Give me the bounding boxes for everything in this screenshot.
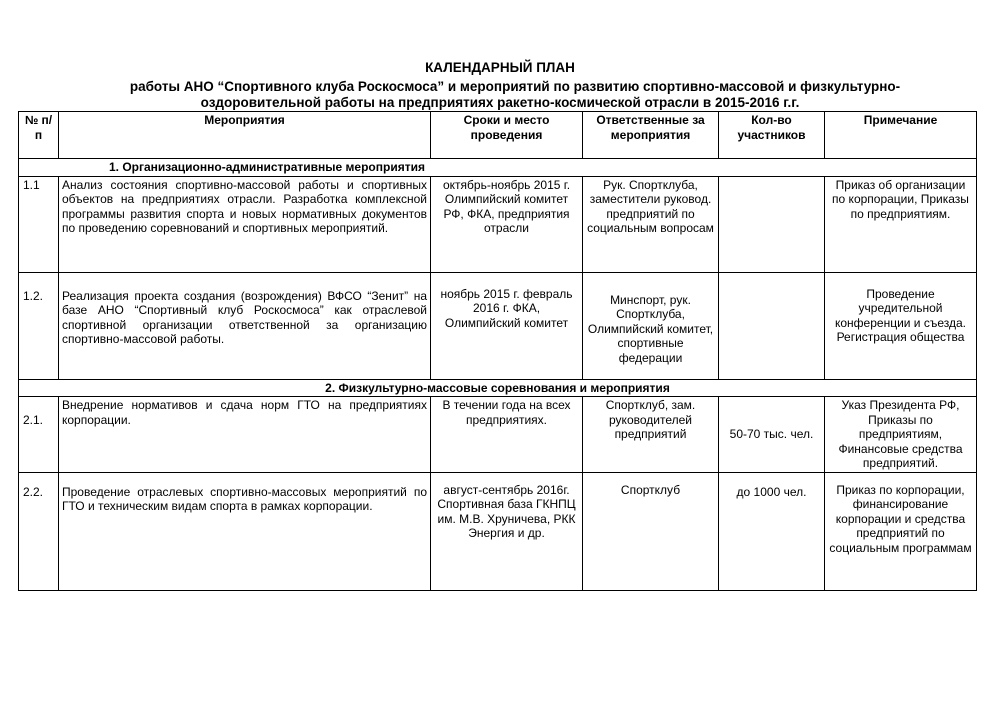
document-subtitle-line-1: работы АНО “Спортивного клуба Роскосмоса” и мероприятий по развитию спортивно-массовой и физкультурно- xyxy=(129,79,901,94)
header-note: Примечание xyxy=(825,112,977,159)
row-count xyxy=(719,272,825,379)
calendar-plan-table xyxy=(18,111,977,591)
header-row xyxy=(19,112,977,159)
row-event: Реализация проекта создания (возрождения) ВФСО “Зенит” на базе АНО “Спортивный клуб Роскосмоса” как отраслевой спортивной организации ответственной за организацию спортивно-массовой работы. xyxy=(59,272,431,379)
section-title: 2. Физкультурно-массовые соревнования и мероприятия xyxy=(19,379,977,397)
table-row xyxy=(19,472,977,590)
header-event: Мероприятия xyxy=(59,112,431,159)
row-num: 1.1 xyxy=(19,176,59,272)
section-title: 1. Организационно-административные мероприятия xyxy=(19,159,977,177)
header-responsible: Ответственные за мероприятия xyxy=(583,112,719,159)
row-dates: В течении года на всех предприятиях. xyxy=(431,397,583,473)
header-num: № п/п xyxy=(19,112,59,159)
header-dates: Сроки и место проведения xyxy=(431,112,583,159)
row-count xyxy=(719,176,825,272)
row-note: Указ Президента РФ, Приказы по предприятиям, Финансовые средства предприятий. xyxy=(825,397,977,473)
row-num: 1.2. xyxy=(19,272,59,379)
row-responsible: Рук. Спортклуба, заместители руковод. предприятий по социальным вопросам xyxy=(583,176,719,272)
table-row xyxy=(19,397,977,473)
table-row xyxy=(19,272,977,379)
row-num: 2.2. xyxy=(19,472,59,590)
header-count: Кол-во участников xyxy=(719,112,825,159)
row-dates: август-сентябрь 2016г. Спортивная база ГКНПЦ им. М.В. Хруничева, РКК Энергия и др. xyxy=(431,472,583,590)
row-note: Приказ об организации по корпорации, Приказы по предприятиям. xyxy=(825,176,977,272)
row-event: Анализ состояния спортивно-массовой работы и спортивных объектов на предприятиях отрасли. Разработка комплексной программы развития спорта и новых нормативных документов по проведению соревнований и спортивных мероприятий. xyxy=(59,176,431,272)
row-count: до 1000 чел. xyxy=(719,472,825,590)
row-dates: ноябрь 2015 г. февраль 2016 г. ФКА, Олимпийский комитет xyxy=(431,272,583,379)
row-responsible: Спортклуб xyxy=(583,472,719,590)
row-responsible: Минспорт, рук. Спортклуба, Олимпийский комитет, спортивные федерации xyxy=(583,272,719,379)
table-row xyxy=(19,176,977,272)
row-dates: октябрь-ноябрь 2015 г. Олимпийский комитет РФ, ФКА, предприятия отрасли xyxy=(431,176,583,272)
row-event: Проведение отраслевых спортивно-массовых мероприятий по ГТО и техническим видам спорта в рамках корпорации. xyxy=(59,472,431,590)
section-row xyxy=(19,379,977,397)
row-note: Приказ по корпорации, финансирование корпорации и средства предприятий по социальным программам xyxy=(825,472,977,590)
document-title: КАЛЕНДАРНЫЙ ПЛАН xyxy=(425,60,575,75)
row-note: Проведение учредительной конференции и съезда. Регистрация общества xyxy=(825,272,977,379)
row-num: 2.1. xyxy=(19,397,59,473)
document-subtitle-line-2: оздоровительной работы на предприятиях ракетно-космической отрасли в 2015-2016 г.г. xyxy=(200,95,800,110)
row-responsible: Спортклуб, зам. руководителей предприятий xyxy=(583,397,719,473)
section-row xyxy=(19,159,977,177)
row-count: 50-70 тыс. чел. xyxy=(719,397,825,473)
row-event: Внедрение нормативов и сдача норм ГТО на предприятиях корпорации. xyxy=(59,397,431,473)
